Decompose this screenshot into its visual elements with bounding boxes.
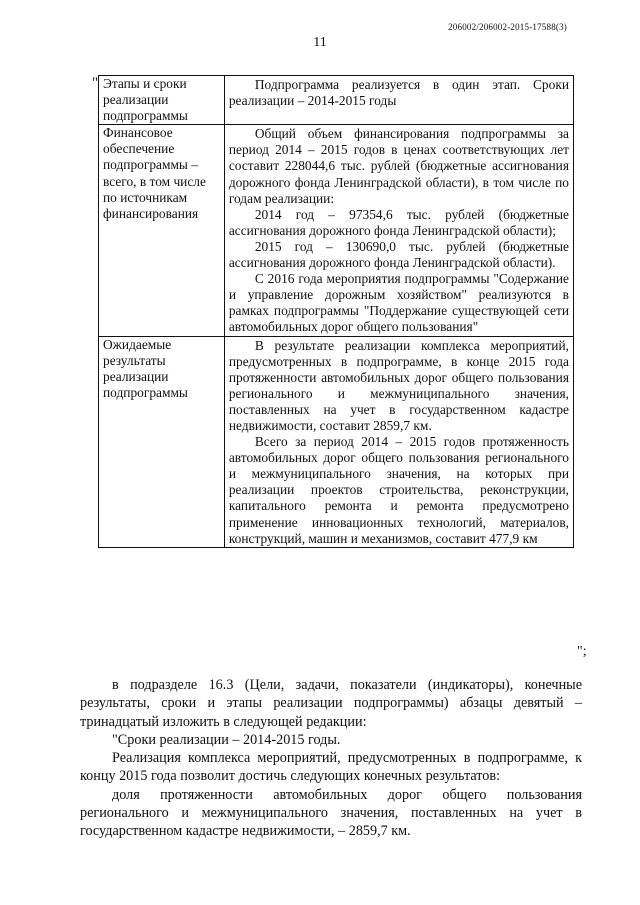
row-label: Финансовое обеспечение подпрограммы – всего, в том числе по источникам финансирования: [99, 125, 225, 336]
row-content: [224, 336, 573, 547]
table-open-quote: ": [92, 75, 99, 91]
row-paragraph: Всего за период 2014 – 2015 годов протяженность автомобильных дорог общего пользования регионального и межмуниципального значения, на которых при реализации проектов строительства, реконструкции, капитального ремонта и ремонта предусмотрено применение инновационных технологий, материалов, конструкций, машин и механизмов, составит 477,9 км: [228, 434, 569, 546]
document-number: 206002/206002-2015-17588(3): [448, 22, 567, 32]
table-row-financing: [99, 125, 574, 336]
table-row-stages: [99, 76, 574, 125]
row-label: Ожидаемые результаты реализации подпрограммы: [99, 336, 225, 547]
row-paragraph: 2015 год – 130690,0 тыс. рублей (бюджетные ассигнования дорожного фонда Ленинградской области).: [228, 238, 569, 271]
body-text: [80, 676, 582, 841]
row-label: Этапы и сроки реализации подпрограммы: [99, 76, 225, 125]
row-paragraph: 2014 год – 97354,6 тыс. рублей (бюджетные ассигнования дорожного фонда Ленинградской области);: [228, 206, 569, 238]
row-paragraph: Подпрограмма реализуется в один этап. Сроки реализации – 2014-2015 годы: [228, 77, 569, 109]
row-content: [224, 76, 573, 125]
body-paragraph: доля протяженности автомобильных дорог общего пользования регионального и межмуниципального значения, поставленных на учет в государственном кадастре недвижимости, – 2859,7 км.: [80, 786, 582, 840]
row-paragraph: С 2016 года мероприятия подпрограммы "Содержание и управление дорожным хозяйством" реализуются в рамках подпрограммы "Поддержание существующей сети автомобильных дорог общего пользования": [228, 271, 569, 335]
row-content: [224, 125, 573, 336]
body-paragraph: в подразделе 16.3 (Цели, задачи, показатели (индикаторы), конечные результаты, сроки и этапы реализации подпрограммы) абзацы девятый – тринадцатый изложить в следующей редакции:: [80, 677, 582, 730]
page-number: 11: [313, 35, 327, 50]
table-close-quote: ";: [577, 644, 587, 659]
row-paragraph: В результате реализации комплекса мероприятий, предусмотренных в подпрограмме, в конце 2015 года протяженности автомобильных дорог общего пользования регионального и межмуниципального значения, поставленных на учет в государственном кадастре недвижимости, составит 2859,7 км.: [228, 337, 569, 433]
body-paragraph: Реализация комплекса мероприятий, предусмотренных в подпрограмме, к концу 2015 года позволит достичь следующих конечных результатов:: [80, 750, 582, 785]
subprogram-passport-table: [98, 75, 574, 548]
body-paragraph: "Сроки реализации – 2014-2015 годы.: [112, 731, 341, 748]
row-paragraph: Общий объем финансирования подпрограммы за период 2014 – 2015 годов в ценах соответствующих лет составит 228044,6 тыс. рублей (бюджетные ассигнования дорожного фонда Ленинградской области), в том числе по годам реализации:: [228, 126, 569, 206]
table-row-results: [99, 336, 574, 547]
